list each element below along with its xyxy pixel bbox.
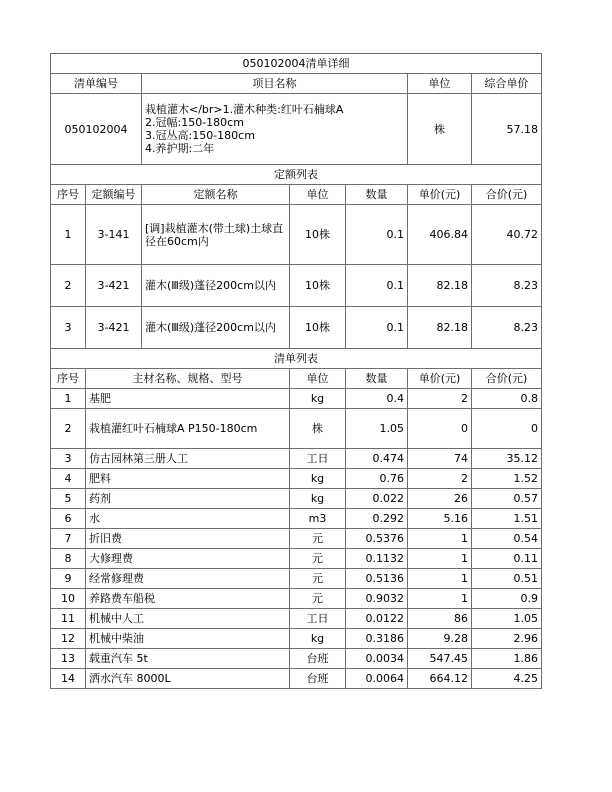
materials-section-title: 清单列表 [51,349,542,369]
materials-column-header: 单价(元) [408,369,472,389]
material-name: 载重汽车 5t [86,649,290,669]
item-desc-line: 2.冠幅:150-180cm [145,116,244,129]
material-unit: kg [290,489,346,509]
material-row [51,629,542,649]
material-unit-price: 1 [408,589,472,609]
material-quantity: 0.022 [346,489,408,509]
quota-row [51,205,542,265]
quota-total: 40.72 [472,205,542,265]
material-unit-price: 2 [408,389,472,409]
quota-quantity: 0.1 [346,205,408,265]
material-total: 4.25 [472,669,542,689]
material-unit-price: 0 [408,409,472,449]
material-row [51,389,542,409]
material-total: 0.11 [472,549,542,569]
quota-code: 3-421 [86,307,142,349]
material-unit-price: 86 [408,609,472,629]
material-total: 1.51 [472,509,542,529]
material-row [51,549,542,569]
material-index: 10 [51,589,86,609]
material-quantity: 0.3186 [346,629,408,649]
quota-code: 3-421 [86,265,142,307]
header-unit: 单位 [408,74,472,94]
item-desc-line: 栽植灌木</br>1.灌木种类:红叶石楠球A [145,103,344,116]
material-total: 1.52 [472,469,542,489]
material-total: 0.54 [472,529,542,549]
material-index: 7 [51,529,86,549]
material-unit: kg [290,469,346,489]
quota-quantity: 0.1 [346,265,408,307]
materials-header-row [51,369,542,389]
material-unit: 株 [290,409,346,449]
material-index: 14 [51,669,86,689]
material-total: 0.57 [472,489,542,509]
material-total: 0.8 [472,389,542,409]
material-row [51,569,542,589]
bill-detail-table [50,53,542,689]
material-total: 2.96 [472,629,542,649]
material-index: 4 [51,469,86,489]
header-code: 清单编号 [51,74,142,94]
quota-unit-price: 82.18 [408,307,472,349]
material-unit-price: 547.45 [408,649,472,669]
material-quantity: 0.474 [346,449,408,469]
item-code: 050102004 [51,94,142,165]
quota-header-row [51,185,542,205]
material-total: 1.86 [472,649,542,669]
material-unit: 台班 [290,669,346,689]
material-unit: 工日 [290,609,346,629]
material-unit-price: 5.16 [408,509,472,529]
title-row [51,54,542,74]
material-unit: kg [290,389,346,409]
quota-column-header: 数量 [346,185,408,205]
materials-column-header: 数量 [346,369,408,389]
material-row [51,409,542,449]
material-quantity: 0.76 [346,469,408,489]
quota-column-header: 单价(元) [408,185,472,205]
quota-unit: 10株 [290,205,346,265]
material-row [51,529,542,549]
quota-section-title: 定额列表 [51,165,542,185]
material-name: 药剂 [86,489,290,509]
material-row [51,449,542,469]
material-index: 5 [51,489,86,509]
material-unit: kg [290,629,346,649]
quota-name: 灌木(Ⅲ级)蓬径200cm以内 [142,265,290,307]
quota-quantity: 0.1 [346,307,408,349]
material-unit: m3 [290,509,346,529]
material-name: 基肥 [86,389,290,409]
material-name: 洒水汽车 8000L [86,669,290,689]
material-unit: 台班 [290,649,346,669]
quota-row [51,307,542,349]
quota-index: 3 [51,307,86,349]
quota-row [51,265,542,307]
quota-unit-price: 82.18 [408,265,472,307]
material-name: 机械中人工 [86,609,290,629]
quota-index: 2 [51,265,86,307]
material-quantity: 0.1132 [346,549,408,569]
material-name: 仿古园林第三册人工 [86,449,290,469]
quota-column-header: 合价(元) [472,185,542,205]
material-row [51,669,542,689]
material-quantity: 0.0122 [346,609,408,629]
section-title-row [51,165,542,185]
quota-column-header: 序号 [51,185,86,205]
material-unit-price: 26 [408,489,472,509]
quota-total: 8.23 [472,307,542,349]
material-total: 35.12 [472,449,542,469]
material-index: 13 [51,649,86,669]
material-unit: 元 [290,569,346,589]
material-total: 0.51 [472,569,542,589]
material-quantity: 0.5136 [346,569,408,589]
material-quantity: 0.5376 [346,529,408,549]
materials-column-header: 序号 [51,369,86,389]
section-title-row [51,349,542,369]
material-total: 1.05 [472,609,542,629]
quota-name: [调]栽植灌木(带土球)土球直径在60cm内 [142,205,290,265]
quota-column-header: 单位 [290,185,346,205]
material-index: 6 [51,509,86,529]
material-index: 11 [51,609,86,629]
material-unit-price: 2 [408,469,472,489]
material-total: 0 [472,409,542,449]
material-quantity: 0.9032 [346,589,408,609]
material-name: 大修理费 [86,549,290,569]
material-unit: 工日 [290,449,346,469]
material-row [51,469,542,489]
quota-column-header: 定额编号 [86,185,142,205]
item-description [142,94,408,165]
quota-unit-price: 406.84 [408,205,472,265]
material-row [51,509,542,529]
item-row [51,94,542,165]
material-row [51,609,542,629]
item-price: 57.18 [472,94,542,165]
material-unit-price: 664.12 [408,669,472,689]
material-unit-price: 74 [408,449,472,469]
material-index: 1 [51,389,86,409]
material-name: 肥料 [86,469,290,489]
item-unit: 株 [408,94,472,165]
header-name: 项目名称 [142,74,408,94]
quota-unit: 10株 [290,265,346,307]
material-row [51,589,542,609]
quota-code: 3-141 [86,205,142,265]
material-name: 水 [86,509,290,529]
material-name: 栽植灌红叶石楠球A P150-180cm [86,409,290,449]
material-row [51,489,542,509]
material-index: 8 [51,549,86,569]
material-quantity: 0.0034 [346,649,408,669]
material-unit-price: 1 [408,529,472,549]
material-name: 折旧费 [86,529,290,549]
material-unit: 元 [290,529,346,549]
quota-name: 灌木(Ⅲ级)蓬径200cm以内 [142,307,290,349]
quota-unit: 10株 [290,307,346,349]
material-quantity: 0.292 [346,509,408,529]
material-name: 机械中柴油 [86,629,290,649]
item-desc-line: 4.养护期:二年 [145,142,215,155]
material-unit-price: 1 [408,549,472,569]
material-unit-price: 9.28 [408,629,472,649]
material-unit: 元 [290,589,346,609]
material-name: 养路费车船税 [86,589,290,609]
materials-column-header: 主材名称、规格、型号 [86,369,290,389]
table-title: 050102004清单详细 [51,54,542,74]
material-index: 2 [51,409,86,449]
material-quantity: 1.05 [346,409,408,449]
quota-total: 8.23 [472,265,542,307]
quota-column-header: 定额名称 [142,185,290,205]
material-unit: 元 [290,549,346,569]
materials-column-header: 合价(元) [472,369,542,389]
material-index: 3 [51,449,86,469]
material-quantity: 0.0064 [346,669,408,689]
material-index: 12 [51,629,86,649]
material-quantity: 0.4 [346,389,408,409]
quota-index: 1 [51,205,86,265]
material-index: 9 [51,569,86,589]
header-row [51,74,542,94]
item-desc-line: 3.冠丛高:150-180cm [145,129,255,142]
material-unit-price: 1 [408,569,472,589]
header-price: 综合单价 [472,74,542,94]
material-row [51,649,542,669]
materials-column-header: 单位 [290,369,346,389]
material-total: 0.9 [472,589,542,609]
material-name: 经常修理费 [86,569,290,589]
